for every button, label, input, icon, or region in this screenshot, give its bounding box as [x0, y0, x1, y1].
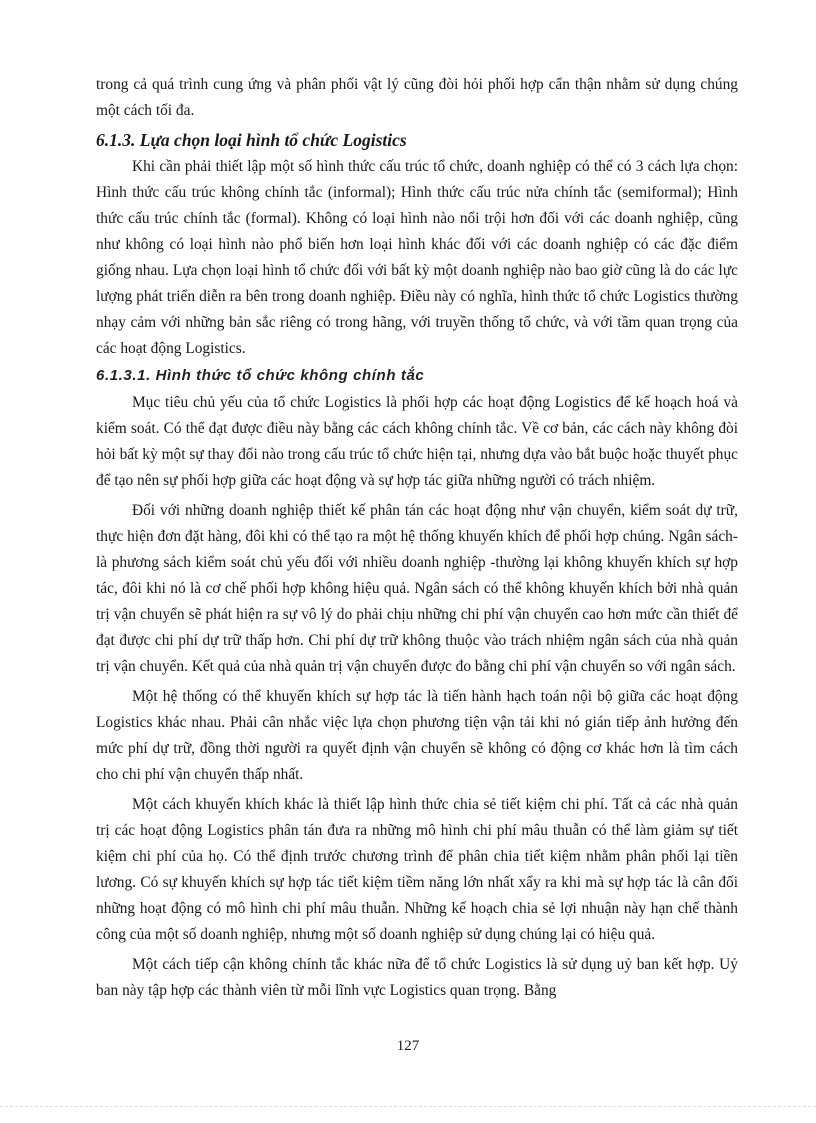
body-paragraph-2: Đối với những doanh nghiệp thiết kế phân tán các hoạt động như vận chuyển, kiểm soát dự trữ, thực hiện đơn đặt hàng, đôi khi có thể tạo ra một hệ thống khuyến khích để phối hợp chúng. Ngân sách- là phương sách kiểm soát chủ yếu đối với nhiều doanh nghiệp -thường lại không khuyến khích sự hợp tác, đôi khi nó là cơ chế phối hợp không hiệu quả. Ngân sách có thể không khuyến khích bởi nhà quản trị vận chuyển sẽ phát hiện ra sự vô lý do phải chịu những chi phí vận chuyển cao hơn mức cần thiết để đạt được chi phí dự trữ thấp hơn. Chi phí dự trữ không thuộc vào trách nhiệm ngân sách của nhà quản trị vận chuyển. Kết quả của nhà quản trị vận chuyển được đo bằng chi phí vận chuyển so với ngân sách. — [96, 502, 738, 675]
intro-continuation-paragraph: trong cả quá trình cung ứng và phân phối vật lý cũng đòi hỏi phối hợp cẩn thận nhằm sử dụng chúng một cách tối đa. — [96, 76, 738, 119]
body-paragraph-4: Một cách khuyến khích khác là thiết lập hình thức chia sẻ tiết kiệm chi phí. Tất cả các nhà quản trị các hoạt động Logistics phân tán đưa ra những mô hình chi phí mâu thuẫn có thể làm giảm sự tiết kiệm chi phí của họ. Có thể định trước chương trình để phân chia tiết kiệm nhằm phân phối lại tiền lương. Có sự khuyến khích sự hợp tác tiết kiệm tiềm năng lớn nhất xẩy ra khi mà sự hợp tác là cân đối những hoạt động có mô hình chi phí mâu thuẫn. Những kế hoạch chia sẻ lợi nhuận này hạn chế thành công của một số doanh nghiệp, nhưng một số doanh nghiệp sử dụng chúng lại có hiệu quả. — [96, 796, 738, 943]
page-bottom-divider — [0, 1106, 816, 1107]
body-paragraph-1: Mục tiêu chủ yếu của tổ chức Logistics là phối hợp các hoạt động Logistics để kế hoạch hoá và kiểm soát. Có thể đạt được điều này bằng các cách không chính tắc. Về cơ bản, các cách này không đòi hỏi bất kỳ một sự thay đổi nào trong cấu trúc tổ chức hiện tại, nhưng dựa vào bắt buộc hoặc thuyết phục để tạo nên sự phối hợp giữa các hoạt động và sự hợp tác giữa những người có trách nhiệm. — [96, 394, 738, 489]
section-heading: 6.1.3. Lựa chọn loại hình tổ chức Logistics — [96, 130, 407, 150]
section-paragraph: Khi cần phải thiết lập một số hình thức cấu trúc tổ chức, doanh nghiệp có thể có 3 cách lựa chọn: Hình thức cấu trúc không chính tắc (informal); Hình thức cấu trúc nửa chính tắc (semiformal); Hình thức cấu trúc chính tắc (formal). Không có loại hình nào nổi trội hơn đối với các doanh nghiệp, cũng như không có loại hình nào phổ biến hơn loại hình khác đối với các doanh nghiệp có các đặc điểm giống nhau. Lựa chọn loại hình tổ chức đối với bất kỳ một doanh nghiệp nào bao giờ cũng là do các lực lượng phát triển diễn ra bên trong doanh nghiệp. Điều này có nghĩa, hình thức tổ chức Logistics thường nhạy cảm với những bản sắc riêng có trong hãng, với truyền thống tổ chức, và với tầm quan trọng của các hoạt động Logistics. — [96, 158, 738, 357]
page-content — [96, 72, 738, 1004]
body-paragraph-3: Một hệ thống có thể khuyến khích sự hợp tác là tiến hành hạch toán nội bộ giữa các hoạt động Logistics khác nhau. Phải cân nhắc việc lựa chọn phương tiện vận tải khi nó gián tiếp ảnh hưởng đến mức phí dự trữ, đồng thời người ra quyết định vận chuyển sẽ không có động cơ khác hơn là tìm cách cho chi phí vận chuyển thấp nhất. — [96, 688, 738, 783]
page-number: 127 — [396, 1038, 420, 1054]
body-paragraph-5: Một cách tiếp cận không chính tắc khác nữa để tổ chức Logistics là sử dụng uỷ ban kết hợp. Uỷ ban này tập hợp các thành viên từ mỗi lĩnh vực Logistics quan trọng. Bằng — [96, 956, 738, 999]
subsection-heading: 6.1.3.1. Hình thức tổ chức không chính tắc — [96, 367, 425, 384]
